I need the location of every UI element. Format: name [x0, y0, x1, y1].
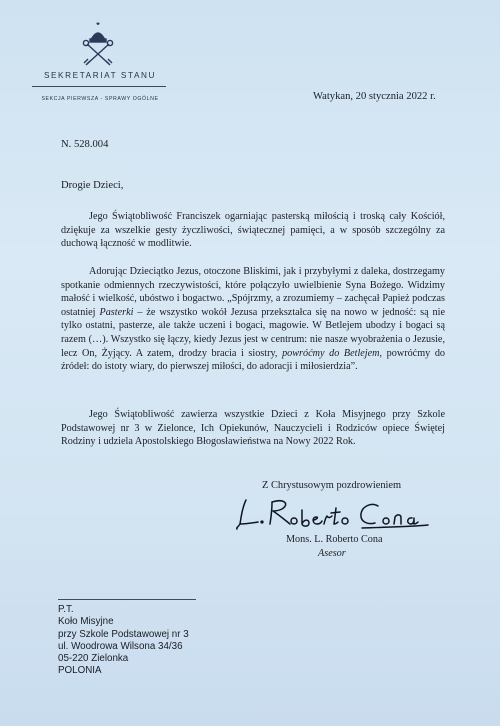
- paragraph-adoration-part: Adorując Dzieciątko Jezus, otoczone Bliskimi, jak i przybyłymi z daleka, dostrzegamy spotkanie odmiennych rzeczywistości, które połączyło uwielbienie Syna Bożego. Widzimy małość i wielkość, ubóstwo i bogactwo. „Spójrzmy, a zrozumiemy – zachęcał Papież podczas ostatniej: [61, 266, 445, 318]
- return-to-bethlehem-italic: powróćmy do Betlejem: [282, 347, 380, 359]
- header-organization: SEKRETARIAT STANU: [43, 71, 157, 80]
- closing-salutation: Z Chrystusowym pozdrowieniem: [262, 480, 402, 491]
- address-line: Koło Misyjne: [58, 616, 114, 628]
- header-section: SEKCJA PIERWSZA - SPRAWY OGÓLNE: [41, 96, 159, 102]
- header-divider: [32, 86, 166, 87]
- letter-date: Watykan, 20 stycznia 2022 r.: [313, 91, 436, 102]
- address-line: ul. Woodrowa Wilsona 34/36: [58, 640, 183, 652]
- paragraph-adoration: [61, 265, 445, 374]
- signer-title: Asesor: [318, 548, 346, 559]
- address-line: P.T.: [58, 604, 74, 615]
- paragraph-blessing: Jego Świątobliwość zawierza wszystkie Dzieci z Koła Misyjnego przy Szkole Podstawowej nr 3 w Zielonce, Ich Opiekunów, Nauczycieli i Rodziców opiece Świętej Rodziny i udziela Apostolskiego Błogosławieństwa na Nowy 2022 Rok.: [61, 409, 445, 448]
- address-line: przy Szkole Podstawowej nr 3: [58, 628, 189, 640]
- paragraph-adoration-part: , powróćmy do źródeł: do istoty wiary, do pierwszej miłości, do adoracji i miłosierdzia”.: [61, 347, 446, 373]
- signer-name: Mons. L. Roberto Cona: [286, 534, 383, 545]
- recipient-address: [58, 604, 189, 678]
- address-line: POLONIA: [58, 665, 102, 677]
- reference-number: N. 528.004: [61, 139, 109, 150]
- papal-keys-tiara-icon: [79, 22, 117, 68]
- paragraph-thanks: Jego Świątobliwość Franciszek ogarniając pasterską miłością i troską cały Kościół, dziękuje za wszelkie gesty życzliwości, świątecznej pamięci, a w sposób szczególny za duchową łączność w modlitwie.: [61, 211, 445, 250]
- address-line: 05-220 Zielonka: [58, 653, 129, 665]
- greeting: Drogie Dzieci,: [61, 180, 124, 191]
- pasterka-italic: Pasterki: [99, 306, 134, 318]
- paragraph-adoration-part: – że wszystko wokół Jezusa przekształca się na nowo w jedność: są nie tylko ostatni, pasterze, ale także uczeni i bogaci, magowie. W Betlejem ubodzy i bogaci są razem (…). Wszystko się łączy, kiedy Jezus jest w centrum: nie nasze wyobrażenia o Jezusie, lecz On, Żyjący. A zatem, drodzy bracia i siostry,: [61, 306, 445, 359]
- address-divider: [58, 599, 196, 600]
- handwritten-signature: [236, 494, 436, 532]
